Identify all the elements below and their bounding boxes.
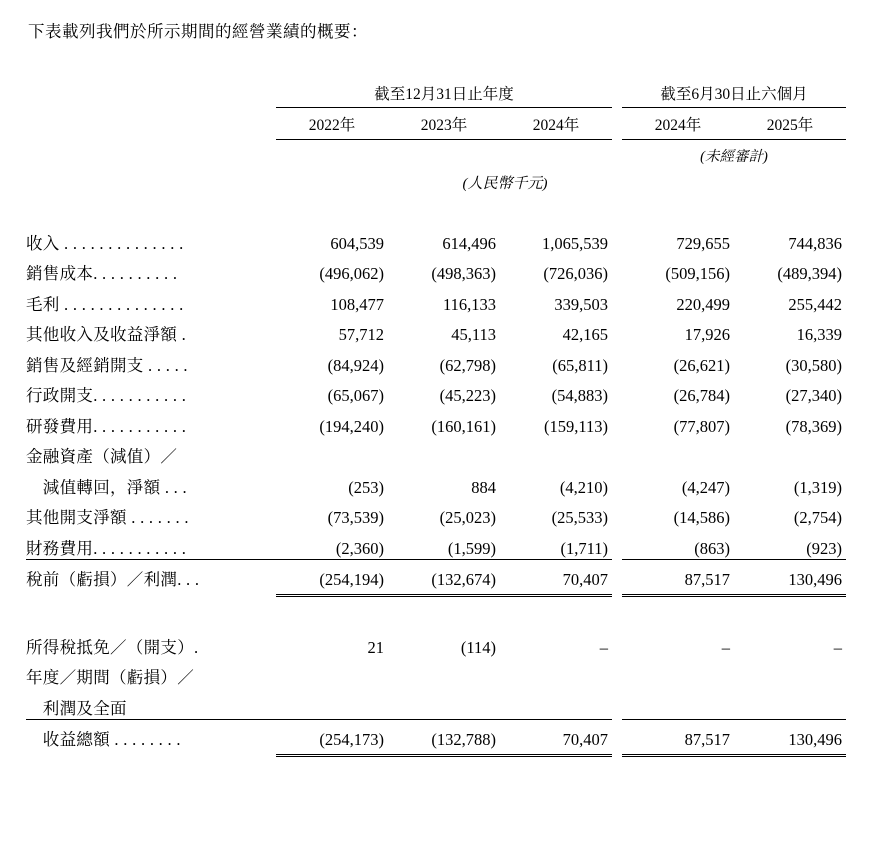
unaudited-note-row bbox=[26, 140, 846, 167]
row-value: 70,407 bbox=[500, 559, 612, 590]
row-value: (132,674) bbox=[388, 559, 500, 590]
row-value: 16,339 bbox=[796, 325, 842, 344]
row-value: (84,924) bbox=[327, 355, 384, 375]
row-value bbox=[622, 688, 734, 719]
row-value: 604,539 bbox=[330, 233, 384, 253]
table-row bbox=[26, 467, 846, 498]
intro-paragraph: 下表載列我們於所示期間的經營業績的概要： bbox=[28, 22, 368, 41]
rule-cell bbox=[500, 750, 612, 756]
currency-spacer bbox=[26, 166, 276, 193]
row-value: 108,477 bbox=[330, 294, 384, 314]
financial-summary-table bbox=[26, 82, 846, 757]
row-value: (4,247) bbox=[681, 477, 730, 497]
row-value: 614,496 bbox=[442, 233, 496, 253]
row-label: 財務費用. . . . . . . . . . . bbox=[26, 538, 187, 558]
row-gap bbox=[612, 406, 622, 437]
row-value: (254,173) bbox=[276, 719, 388, 750]
table-row bbox=[26, 688, 846, 719]
row-gap bbox=[612, 345, 622, 376]
row-value: (1,599) bbox=[447, 538, 496, 558]
currency-note-row bbox=[26, 166, 846, 193]
row-value: 255,442 bbox=[788, 294, 842, 314]
row-value: (726,036) bbox=[543, 264, 608, 283]
row-value: – bbox=[599, 637, 608, 657]
year-header-row bbox=[26, 108, 846, 140]
row-value: 339,503 bbox=[554, 294, 608, 314]
row-value: 729,655 bbox=[676, 233, 730, 253]
unaudited-blank-3 bbox=[500, 140, 612, 167]
row-value bbox=[388, 688, 500, 719]
row-value: (159,113) bbox=[543, 416, 608, 436]
row-value: (1,711) bbox=[560, 538, 608, 558]
row-value: (25,023) bbox=[439, 508, 496, 527]
row-gap bbox=[612, 315, 622, 346]
row-gap bbox=[612, 528, 622, 559]
header-gap bbox=[612, 82, 622, 108]
spacer-row-1 bbox=[26, 193, 846, 223]
rule-gap bbox=[612, 750, 622, 756]
row-label: 銷售及經銷開支 . . . . . bbox=[26, 355, 188, 375]
row-value bbox=[734, 437, 846, 468]
year-header-2024-interim: 2024年 bbox=[622, 108, 734, 140]
unaudited-gap bbox=[612, 140, 622, 167]
rule-cell bbox=[622, 750, 734, 756]
unaudited-spacer bbox=[26, 140, 276, 167]
row-value: (62,798) bbox=[439, 355, 496, 375]
row-value: (114) bbox=[460, 637, 496, 657]
row-value: (160,161) bbox=[431, 416, 496, 436]
row-label: 收入 . . . . . . . . . . . . . . bbox=[26, 233, 184, 253]
currency-note: (人民幣千元) bbox=[462, 176, 548, 192]
row-gap bbox=[612, 254, 622, 285]
year-header-2024-annual: 2024年 bbox=[500, 108, 612, 140]
row-value: (54,883) bbox=[551, 386, 608, 405]
table-row bbox=[26, 376, 846, 407]
spacer-row-2 bbox=[26, 596, 846, 628]
row-value: (496,062) bbox=[319, 264, 384, 283]
row-value: 130,496 bbox=[734, 719, 846, 750]
row-value bbox=[622, 658, 734, 689]
row-value: (14,586) bbox=[673, 508, 730, 527]
row-value: (26,621) bbox=[673, 355, 730, 375]
row-gap bbox=[612, 658, 622, 689]
row-value: (4,210) bbox=[559, 477, 608, 497]
row-label: 銷售成本. . . . . . . . . . bbox=[26, 264, 178, 283]
row-value: (509,156) bbox=[665, 264, 730, 283]
row-value: (498,363) bbox=[431, 264, 496, 283]
row-value: (194,240) bbox=[319, 416, 384, 436]
row-gap bbox=[612, 719, 622, 750]
header-spacer bbox=[26, 82, 276, 108]
row-value: (1,319) bbox=[793, 477, 842, 497]
row-label: 收益總額 . . . . . . . . bbox=[26, 719, 276, 750]
row-label: 年度／期間（虧損）／ bbox=[26, 668, 194, 687]
row-value bbox=[622, 437, 734, 468]
row-value: 45,113 bbox=[451, 325, 496, 344]
table-row bbox=[26, 284, 846, 315]
year-header-2025-interim: 2025年 bbox=[734, 108, 846, 140]
row-value: – bbox=[833, 637, 842, 657]
row-value bbox=[388, 658, 500, 689]
row-value: (132,788) bbox=[388, 719, 500, 750]
row-value: (26,784) bbox=[673, 386, 730, 405]
row-value bbox=[734, 658, 846, 689]
row-value: 116,133 bbox=[442, 294, 496, 314]
row-value: (78,369) bbox=[785, 416, 842, 436]
row-value: (489,394) bbox=[777, 264, 842, 283]
row-value: 220,499 bbox=[676, 294, 730, 314]
spacer-cell-2 bbox=[26, 596, 846, 628]
row-label: 減值轉回，淨額 . . . bbox=[26, 477, 187, 497]
row-value bbox=[500, 437, 612, 468]
row-gap bbox=[612, 559, 622, 590]
row-value: 744,836 bbox=[788, 233, 842, 253]
row-gap bbox=[612, 498, 622, 529]
row-value: 87,517 bbox=[622, 559, 734, 590]
row-value: (27,340) bbox=[785, 386, 842, 405]
unaudited-blank-2 bbox=[388, 140, 500, 167]
row-value: (77,807) bbox=[673, 416, 730, 436]
rule-cell bbox=[276, 750, 388, 756]
row-value: 884 bbox=[471, 477, 496, 497]
table-row bbox=[26, 254, 846, 285]
group-header-row bbox=[26, 82, 846, 108]
rule-cell bbox=[734, 750, 846, 756]
row-label: 利潤及全面 bbox=[26, 698, 127, 718]
row-value: 1,065,539 bbox=[542, 233, 608, 253]
row-value: (254,194) bbox=[276, 559, 388, 590]
row-value: (65,811) bbox=[552, 355, 608, 375]
table-row bbox=[26, 559, 846, 590]
row-label: 其他收入及收益淨額 . bbox=[26, 325, 187, 344]
currency-blank-2 bbox=[622, 166, 734, 193]
table-row bbox=[26, 719, 846, 750]
row-value: (253) bbox=[348, 477, 384, 497]
row-value: (65,067) bbox=[327, 386, 384, 405]
row-value bbox=[276, 658, 388, 689]
row-value bbox=[276, 688, 388, 719]
row-label: 金融資產（減值）／ bbox=[26, 447, 178, 466]
row-value bbox=[500, 658, 612, 689]
row-value bbox=[500, 688, 612, 719]
row-label: 所得稅抵免／（開支）. bbox=[26, 637, 199, 657]
table-row bbox=[26, 528, 846, 559]
year-header-2022: 2022年 bbox=[276, 108, 388, 140]
row-value: 17,926 bbox=[684, 325, 730, 344]
row-value: (45,223) bbox=[439, 386, 496, 405]
table-row bbox=[26, 223, 846, 254]
table-row bbox=[26, 345, 846, 376]
row-gap bbox=[612, 376, 622, 407]
row-value: – bbox=[721, 637, 730, 657]
row-value: (2,754) bbox=[793, 508, 842, 527]
group-header-annual: 截至12月31日止年度 bbox=[276, 82, 612, 108]
currency-blank-3 bbox=[734, 166, 846, 193]
year-header-spacer bbox=[26, 108, 276, 140]
row-gap bbox=[612, 223, 622, 254]
row-gap bbox=[612, 284, 622, 315]
row-value: (923) bbox=[806, 538, 842, 558]
row-label: 行政開支. . . . . . . . . . . bbox=[26, 386, 187, 405]
row-value: 21 bbox=[367, 637, 384, 657]
table-row bbox=[26, 627, 846, 658]
row-value: (25,533) bbox=[551, 508, 608, 527]
row-value: 57,712 bbox=[338, 325, 384, 344]
table-row bbox=[26, 406, 846, 437]
row-value: (863) bbox=[694, 538, 730, 558]
row-value bbox=[276, 437, 388, 468]
row-value: 70,407 bbox=[500, 719, 612, 750]
row-value bbox=[388, 437, 500, 468]
group-header-interim: 截至6月30日止六個月 bbox=[622, 82, 846, 108]
row-gap bbox=[612, 627, 622, 658]
row-value bbox=[734, 688, 846, 719]
year-header-2023: 2023年 bbox=[388, 108, 500, 140]
table-row bbox=[26, 437, 846, 468]
currency-blank-1 bbox=[276, 166, 388, 193]
row-value: (73,539) bbox=[327, 508, 384, 527]
table-row bbox=[26, 498, 846, 529]
row-gap bbox=[612, 467, 622, 498]
spacer-cell-1 bbox=[26, 193, 846, 223]
row-value: 42,165 bbox=[562, 325, 608, 344]
row-label: 稅前（虧損）／利潤. . . bbox=[26, 559, 276, 590]
row-label: 其他開支淨額 . . . . . . . bbox=[26, 508, 189, 527]
rule-spacer bbox=[26, 750, 276, 756]
row-gap bbox=[612, 688, 622, 719]
year-header-gap bbox=[612, 108, 622, 140]
row-value: 130,496 bbox=[734, 559, 846, 590]
rule-cell bbox=[388, 750, 500, 756]
double-rule-row bbox=[26, 750, 846, 756]
table-row bbox=[26, 658, 846, 689]
unaudited-note: (未經審計) bbox=[700, 149, 768, 165]
row-value: (2,360) bbox=[335, 538, 384, 558]
table-row bbox=[26, 315, 846, 346]
row-label: 毛利 . . . . . . . . . . . . . . bbox=[26, 294, 184, 314]
row-label: 研發費用. . . . . . . . . . . bbox=[26, 416, 187, 436]
row-value: 87,517 bbox=[622, 719, 734, 750]
unaudited-blank-1 bbox=[276, 140, 388, 167]
row-gap bbox=[612, 437, 622, 468]
row-value: (30,580) bbox=[785, 355, 842, 375]
